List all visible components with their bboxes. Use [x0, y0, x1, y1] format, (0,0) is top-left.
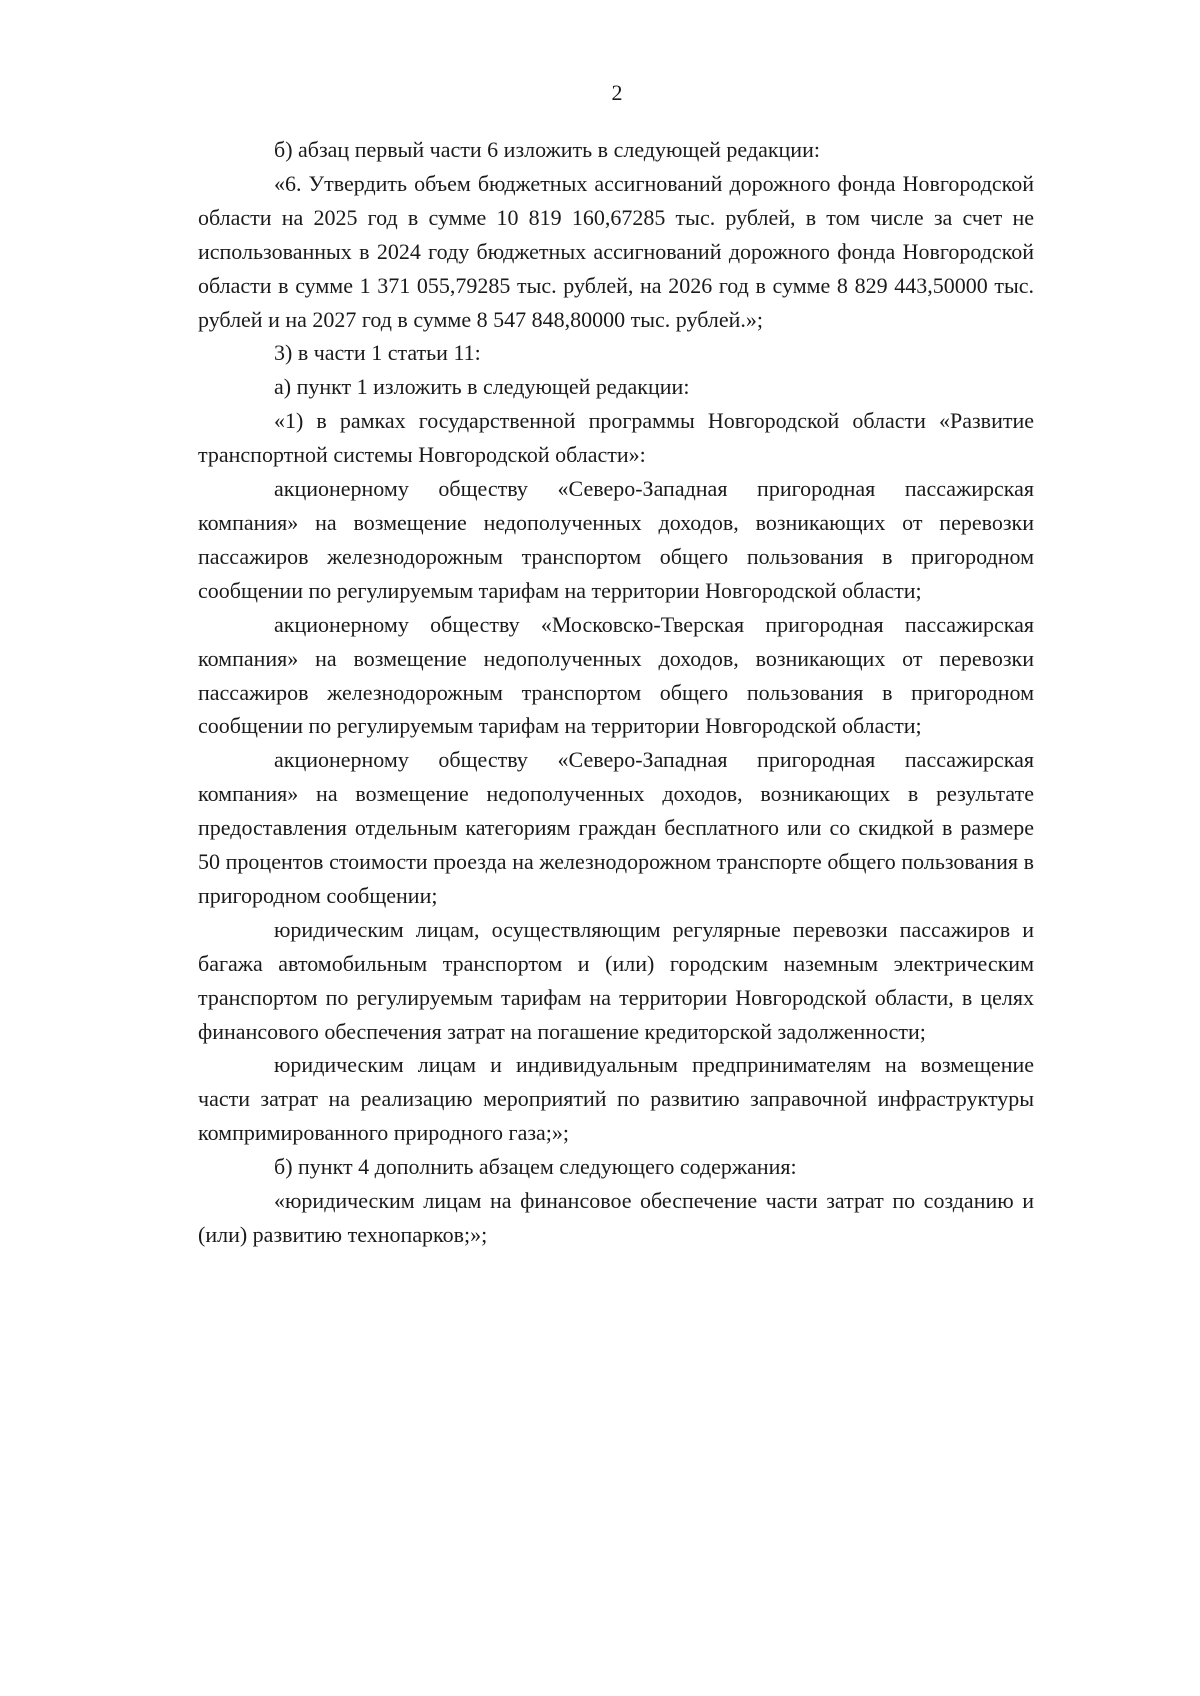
paragraph-nw-discount-fares: акционерному обществу «Северо-Западная пригородная пассажирская компания» на возмещение недополученных доходов, возникающих в результате предоставления отдельным категориям граждан бесплатного или со скидкой в размере 50 процентов стоимости проезда на железнодорожном транспорте общего пользования в пригородном сообщении; [198, 747, 1034, 908]
paragraph-article-11: 3) в части 1 статьи 11: [274, 340, 481, 366]
paragraph-point-1-intro: а) пункт 1 изложить в следующей редакции: [274, 374, 690, 400]
page-number: 2 [611, 80, 623, 105]
document-body [198, 133, 1034, 1252]
paragraph-road-fund: «6. Утвердить объем бюджетных ассигнований дорожного фонда Новгородской области на 2025 год в сумме 10 819 160,67285 тыс. рублей, в том числе за счет не использованных в 2024 году бюджетных ассигнований дорожного фонда Новгородской области в сумме 1 371 055,79285 тыс. рублей, на 2026 год в сумме 8 829 443,50000 тыс. рублей и на 2027 год в сумме 8 547 848,80000 тыс. рублей.»; [198, 170, 1034, 332]
paragraph-technoparks: «юридическим лицам на финансовое обеспечение части затрат по созданию и (или) развитию технопарков;»; [198, 1188, 1034, 1247]
paragraph-gas-infrastructure: юридическим лицам и индивидуальным предпринимателям на возмещение части затрат на реализацию мероприятий по развитию заправочной инфраструктуры компримированного природного газа;»; [198, 1052, 1034, 1146]
paragraph-state-program: «1) в рамках государственной программы Новгородской области «Развитие транспортной системы Новгородской области»: [198, 408, 1034, 468]
paragraph-nw-suburban-company: акционерному обществу «Северо-Западная пригородная пассажирская компания» на возмещение недополученных доходов, возникающих от перевозки пассажиров железнодорожным транспортом общего пользования в пригородном сообщении по регулируемым тарифам на территории Новгородской области; [198, 476, 1034, 603]
paragraph-point-4-intro: б) пункт 4 дополнить абзацем следующего содержания: [274, 1154, 797, 1180]
paragraph-regular-transport: юридическим лицам, осуществляющим регулярные перевозки пассажиров и багажа автомобильным транспортом и (или) городским наземным электрическим транспортом по регулируемым тарифам на территории Новгородской области, в целях финансового обеспечения затрат на погашение кредиторской задолженности; [198, 916, 1034, 1044]
paragraph-moscow-tver-company: акционерному обществу «Московско-Тверская пригородная пассажирская компания» на возмещение недополученных доходов, возникающих от перевозки пассажиров железнодорожным транспортом общего пользования в пригородном сообщении по регулируемым тарифам на территории Новгородской области; [198, 611, 1034, 739]
paragraph-1-intro: б) абзац первый части 6 изложить в следующей редакции: [274, 137, 820, 162]
